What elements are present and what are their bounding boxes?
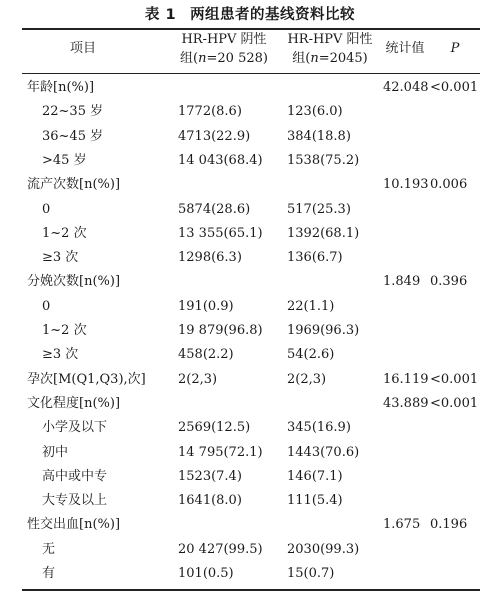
row-label: 孕次[M(Q1,Q3),次] [27,371,146,387]
table-row [0,416,500,440]
row-label: 有 [42,566,56,581]
row-label: 22~35 岁 [42,104,104,120]
cell-p-value: 0.196 [430,517,468,533]
cell-statistic: 42.048 [383,80,429,95]
cell-statistic: 43.889 [383,395,429,411]
table-row [0,270,500,294]
cell-positive-group: 111(5.4) [287,493,343,509]
table-row [0,246,500,270]
cell-negative-group: 1298(6.3) [178,250,242,266]
cell-positive-group: 54(2.6) [287,347,335,363]
cell-positive-group: 1443(70.6) [287,444,360,460]
cell-p-value: <0.001 [430,371,479,387]
row-label: 文化程度[n(%)] [27,395,121,411]
cell-positive-group: 146(7.1) [287,468,343,484]
table-row [0,100,500,124]
table-row [0,76,500,100]
cell-positive-group: 1538(75.2) [287,152,360,168]
cell-negative-group: 4713(22.9) [178,128,251,144]
cell-negative-group: 14 795(72.1) [178,444,263,460]
bottom-rule [22,589,480,591]
row-label: 小学及以下 [42,420,108,436]
table-row [0,465,500,489]
table-row [0,222,500,246]
row-label: >45 岁 [42,152,87,168]
table-row [0,198,500,222]
cell-positive-group: 384(18.8) [287,128,351,144]
cell-negative-group: 5874(28.6) [178,201,251,217]
table-row [0,513,500,537]
row-label: 流产次数[n(%)] [27,177,121,193]
row-label: 初中 [42,444,69,460]
cell-negative-group: 191(0.9) [178,298,234,314]
cell-statistic: 1.675 [383,517,421,533]
row-label: 0 [42,298,51,314]
cell-positive-group: 123(6.0) [287,104,343,120]
cell-positive-group: 2(2,3) [287,371,327,387]
cell-negative-group: 101(0.5) [178,566,234,581]
header-stat: 统计值 [385,41,425,56]
row-label: 高中或中专 [42,468,108,484]
header-group-negative [170,30,278,68]
cell-positive-group: 1969(96.3) [287,323,360,338]
row-label: 分娩次数[n(%)] [27,274,121,290]
cell-positive-group: 2030(99.3) [287,541,360,557]
cell-positive-group: 15(0.7) [287,566,335,581]
header-rule [22,73,480,74]
table-title: 两组患者的基线资料比较 [190,7,356,23]
table-row [0,368,500,392]
header-group-positive-line2: 组(n=2045) [292,51,368,66]
cell-statistic: 1.849 [383,274,421,290]
row-label: 0 [42,201,51,217]
cell-negative-group: 1641(8.0) [178,493,242,509]
table-row [0,343,500,367]
row-label: ≥3 次 [42,347,79,363]
table-row [0,538,500,562]
cell-positive-group: 517(25.3) [287,201,351,217]
cell-p-value: <0.001 [430,395,479,411]
row-label: 1~2 次 [42,323,87,338]
cell-negative-group: 1523(7.4) [178,468,242,484]
table-row [0,489,500,513]
row-label: 1~2 次 [42,225,87,241]
cell-negative-group: 20 427(99.5) [178,541,263,557]
table-row [0,173,500,197]
header-p: P [450,41,460,56]
cell-negative-group: 1772(8.6) [178,104,242,120]
table-row [0,295,500,319]
table-row [0,125,500,149]
table-row [0,441,500,465]
table-caption [0,3,500,24]
row-label: 大专及以上 [42,493,108,509]
cell-p-value: 0.396 [430,274,468,290]
row-label: 无 [42,541,56,557]
cell-p-value: <0.001 [430,80,479,95]
cell-positive-group: 1392(68.1) [287,225,360,241]
cell-positive-group: 136(6.7) [287,250,343,266]
cell-positive-group: 22(1.1) [287,298,335,314]
header-group-positive-line1: HR-HPV 阳性 [287,32,373,47]
table-row [0,149,500,173]
cell-negative-group: 458(2.2) [178,347,234,363]
cell-p-value: 0.006 [430,177,468,193]
row-label: 年龄[n(%)] [27,80,95,95]
cell-statistic: 16.119 [383,371,429,387]
cell-negative-group: 13 355(65.1) [178,225,263,241]
header-item: 项目 [69,41,96,56]
row-label: 36~45 岁 [42,128,104,144]
cell-negative-group: 14 043(68.4) [178,152,263,168]
cell-statistic: 10.193 [383,177,429,193]
header-group-negative-line2: 组(n=20 528) [180,51,268,66]
table-row [0,392,500,416]
row-label: ≥3 次 [42,250,79,266]
header-group-negative-line1: HR-HPV 阴性 [181,32,267,47]
cell-negative-group: 19 879(96.8) [178,323,263,338]
cell-negative-group: 2569(12.5) [178,420,251,436]
row-label: 性交出血[n(%)] [27,517,121,533]
header-group-positive [278,30,382,68]
table-row [0,562,500,586]
cell-negative-group: 2(2,3) [178,371,218,387]
cell-positive-group: 345(16.9) [287,420,351,436]
table-row [0,319,500,343]
table-number: 表 1 [144,7,177,23]
